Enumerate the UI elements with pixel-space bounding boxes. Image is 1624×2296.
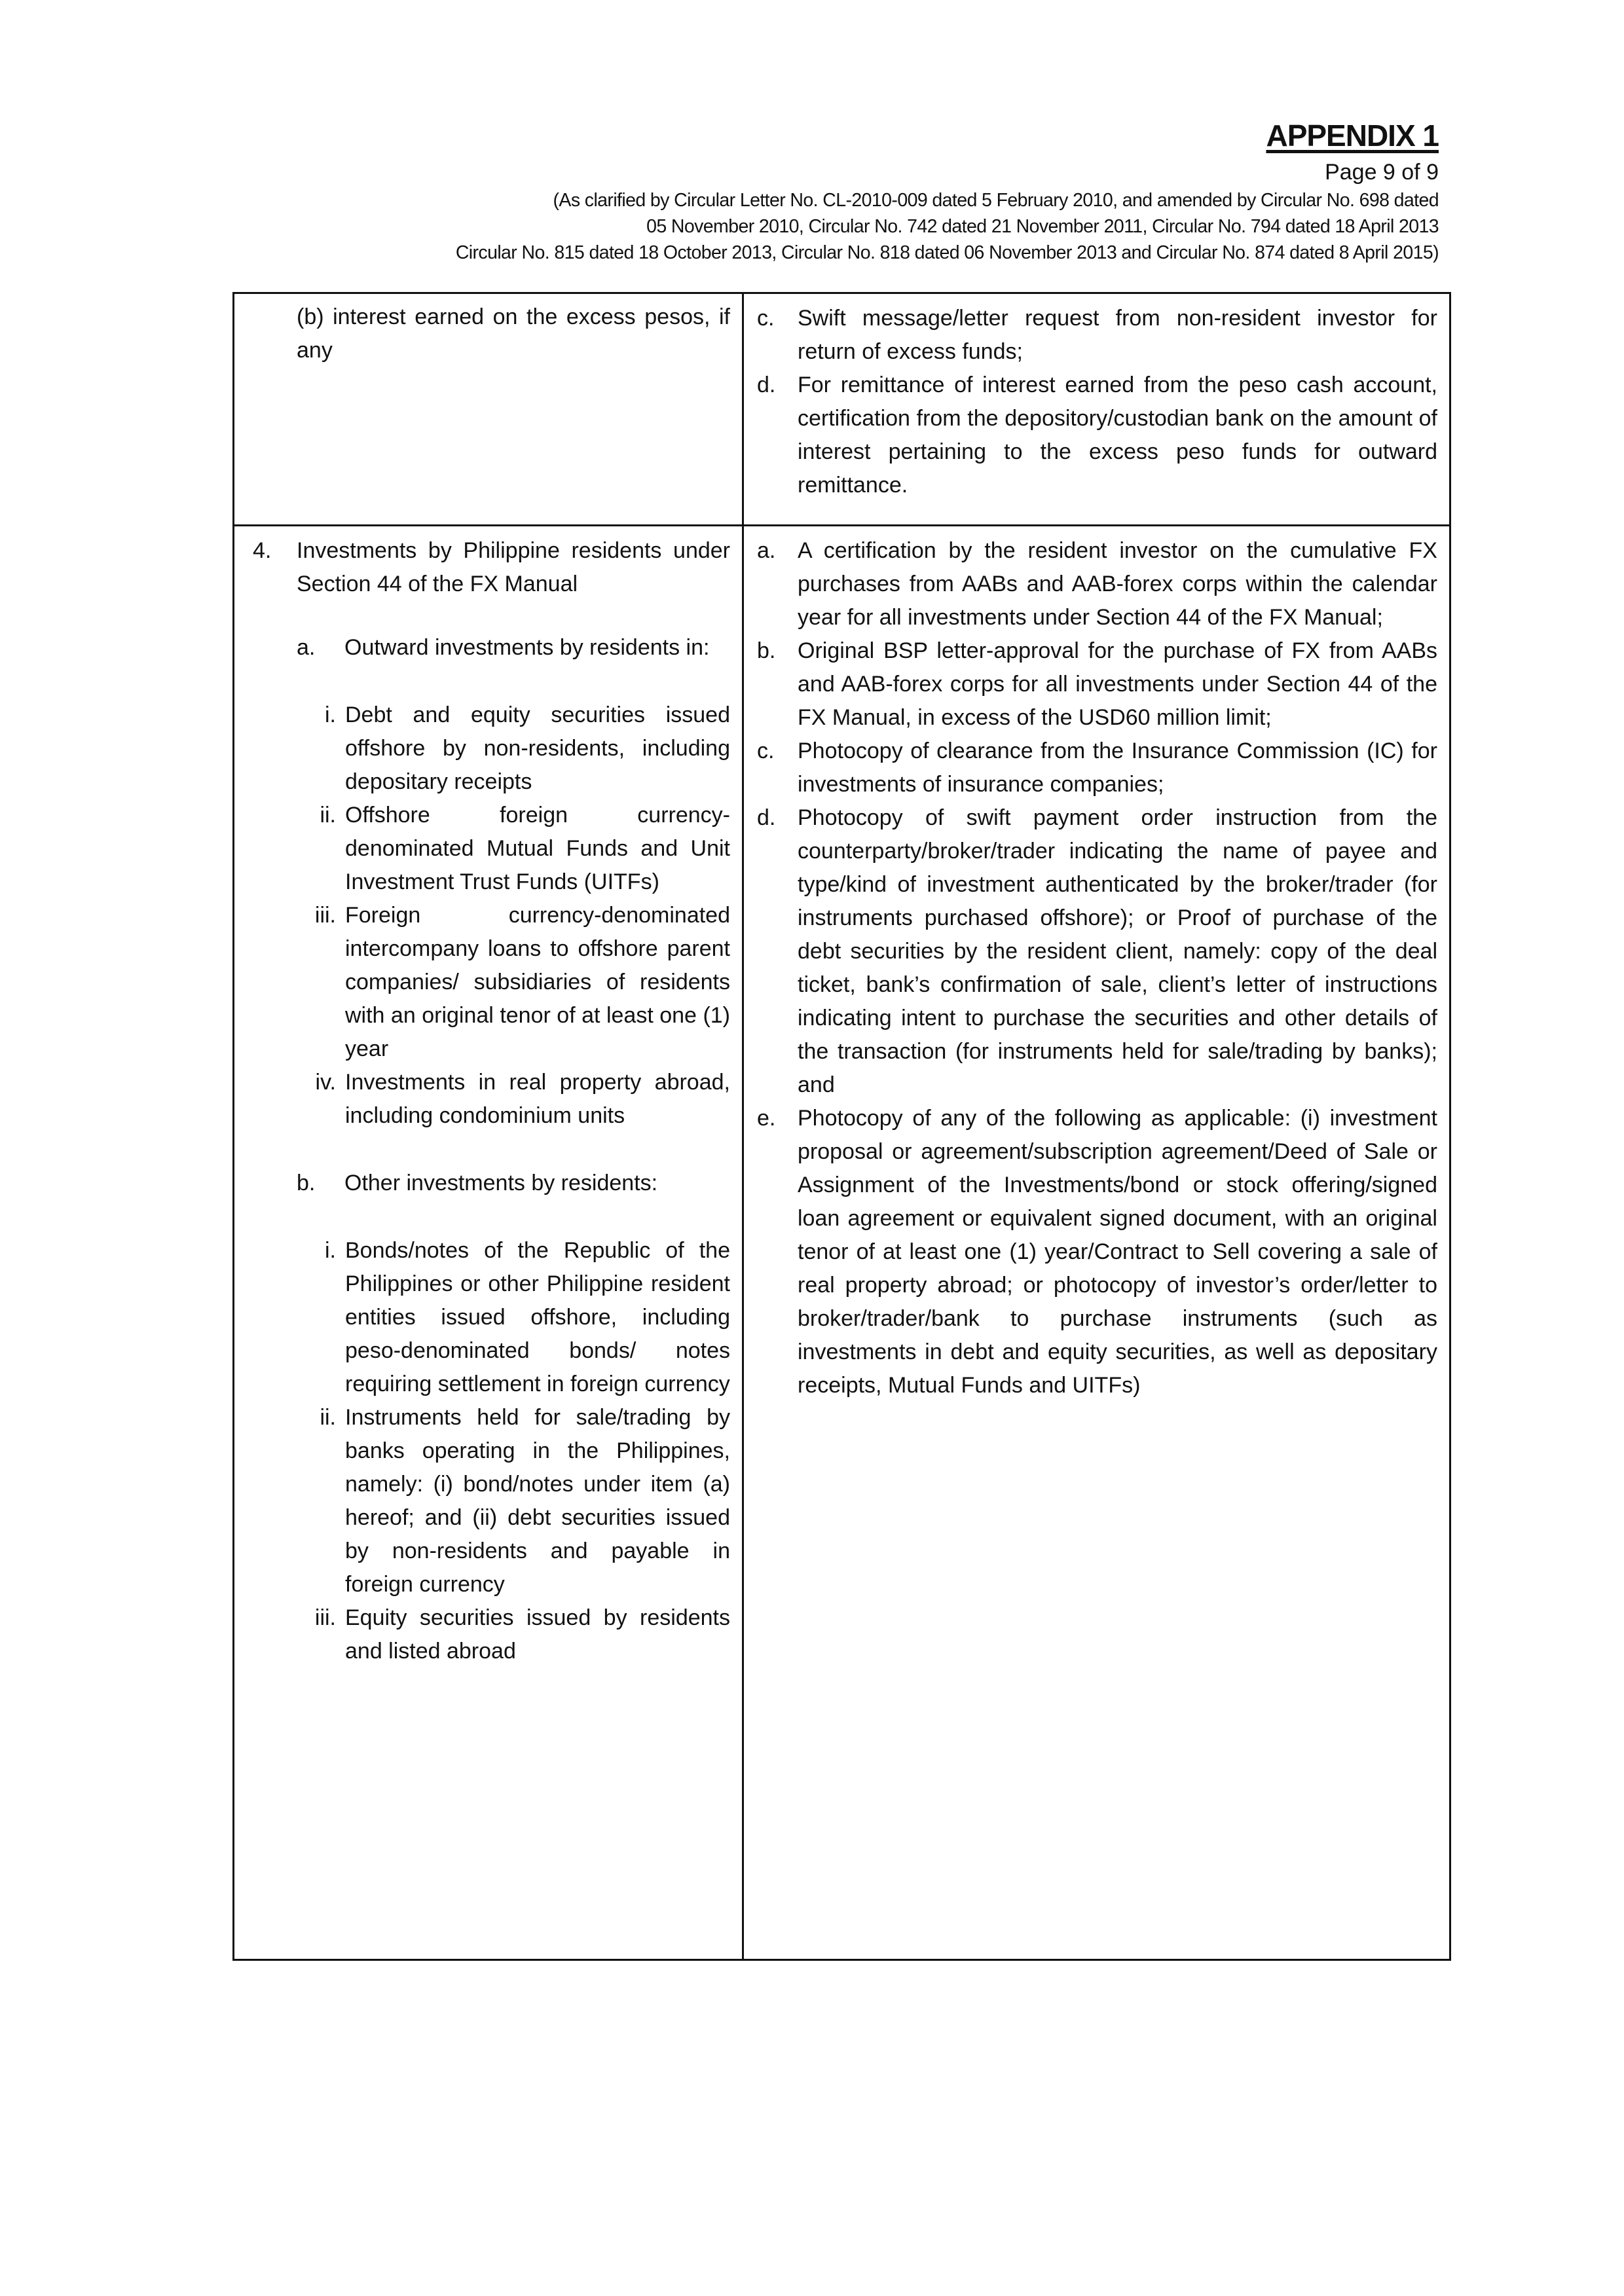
item-marker: iii. [314, 903, 336, 928]
list-item [297, 1401, 730, 1601]
section-number: 4. [253, 538, 272, 563]
page-number: Page 9 of 9 [1325, 160, 1439, 185]
requirements-table [232, 292, 1451, 1961]
subsection-heading [297, 631, 730, 665]
item-marker: d. [757, 373, 776, 397]
item-text: Photocopy of any of the following as applicable: (i) investment proposal or agreement/subscription agreement/Deed of Sale or Assignment of the Investments/bond or stock offering/signed loan agreement or equivalent signed document, with an original tenor of at least one (1) year/Contract to Sell covering a sale of real property abroad; or photocopy of investor’s order/letter to broker/trader/bank to purchase instruments (such as investments in debt and equity securities, as well as depositary receipts, Mutual Funds and UITFs) [798, 1106, 1437, 1398]
item-marker: c. [757, 306, 775, 331]
item-marker: d. [757, 805, 776, 830]
item-text: Original BSP letter-approval for the purchase of FX from AABs and AAB-forex corps for all investments under Section 44 of the FX Manual, in excess of the USD60 million limit; [798, 638, 1437, 730]
amendment-note-line: Circular No. 815 dated 18 October 2013, Circular No. 818 dated 06 November 2013 and Circular No. 874 dated 8 April 2015) [455, 242, 1439, 263]
subsection-heading [297, 1167, 730, 1200]
item-marker: e. [757, 1106, 776, 1131]
item-marker: ii. [320, 803, 336, 828]
table-row [234, 526, 1450, 1960]
list-item [297, 799, 730, 899]
requirements-cell [743, 293, 1450, 526]
subsection-b [253, 1167, 730, 1668]
section-title: Investments by Philippine residents under Section 44 of the FX Manual [297, 538, 730, 596]
roman-list [297, 699, 730, 1133]
table-row [234, 293, 1450, 526]
item-text: Offshore foreign currency-denominated Mutual Funds and Unit Investment Trust Funds (UITFs) [345, 803, 730, 894]
item-text: Investments in real property abroad, including condominium units [345, 1070, 730, 1128]
requirements-cell [743, 526, 1450, 1960]
transaction-text: (b) interest earned on the excess pesos, if any [297, 304, 730, 363]
item-text: Photocopy of swift payment order instruction from the counterparty/broker/trader indicating the name of payee and type/kind of investment authenticated by the broker/trader (for instruments purchased offshore); or Proof of purchase of the debt securities by the resident client, namely: copy of the deal ticket, bank’s confirmation of sale, client’s letter of instructions indicating intent to purchase the securities and other details of the transaction (for instruments held for sale/trading by banks); and [798, 805, 1437, 1097]
roman-list [297, 1234, 730, 1668]
transaction-cell [234, 526, 743, 1960]
amendment-note-line: (As clarified by Circular Letter No. CL-2010-009 dated 5 February 2010, and amended by Circular No. 698 dated [553, 190, 1439, 211]
requirement-item [757, 634, 1437, 735]
item-marker: a. [757, 538, 776, 563]
requirement-item [757, 369, 1437, 502]
item-text: Debt and equity securities issued offshore by non-residents, including depositary receipts [345, 702, 730, 794]
requirement-item [757, 534, 1437, 634]
requirement-item [757, 801, 1437, 1102]
amendment-note-line: 05 November 2010, Circular No. 742 dated 21 November 2011, Circular No. 794 dated 18 April 2013 [646, 216, 1439, 237]
item-text: For remittance of interest earned from the peso cash account, certification from the depository/custodian bank on the amount of interest pertaining to the excess peso funds for outward remittance. [798, 373, 1437, 498]
requirement-item [757, 302, 1437, 369]
transaction-cell [234, 293, 743, 526]
item-text: Instruments held for sale/trading by banks operating in the Philippines, namely: (i) bond/notes under item (a) hereof; and (ii) debt securities issued by non-residents and payable in foreign currency [345, 1405, 730, 1597]
item-marker: i. [325, 702, 336, 727]
item-marker: c. [757, 738, 775, 763]
list-item [297, 1066, 730, 1133]
requirement-item [757, 735, 1437, 801]
item-text: Equity securities issued by residents and listed abroad [345, 1605, 730, 1664]
item-text: Swift message/letter request from non-resident investor for return of excess funds; [798, 306, 1437, 364]
subsection-marker: b. [297, 1171, 316, 1195]
subsection-a [253, 631, 730, 1133]
item-marker: i. [325, 1238, 336, 1263]
item-marker: iii. [314, 1605, 336, 1630]
section-heading [253, 534, 730, 601]
appendix-title: APPENDIX 1 [1266, 118, 1439, 153]
item-text: Photocopy of clearance from the Insurance Commission (IC) for investments of insurance companies; [798, 738, 1437, 797]
list-item [297, 1601, 730, 1668]
item-marker: b. [757, 638, 776, 663]
requirement-item [757, 1102, 1437, 1402]
item-marker: ii. [320, 1405, 336, 1430]
item-marker: iv. [315, 1070, 336, 1095]
list-item [297, 899, 730, 1066]
list-item [297, 1234, 730, 1401]
subsection-marker: a. [297, 635, 316, 660]
subsection-title: Outward investments by residents in: [344, 635, 710, 660]
item-text: A certification by the resident investor on the cumulative FX purchases from AABs and AAB-forex corps within the calendar year for all investments under Section 44 of the FX Manual; [798, 538, 1437, 630]
page-header [456, 117, 1439, 266]
subsection-title: Other investments by residents: [344, 1171, 658, 1195]
item-text: Bonds/notes of the Republic of the Philippines or other Philippine resident entities issued offshore, including peso-denominated bonds/ notes requiring settlement in foreign currency [345, 1238, 730, 1396]
item-text: Foreign currency-denominated intercompany loans to offshore parent companies/ subsidiaries of residents with an original tenor of at least one (1) year [345, 903, 730, 1061]
list-item [297, 699, 730, 799]
